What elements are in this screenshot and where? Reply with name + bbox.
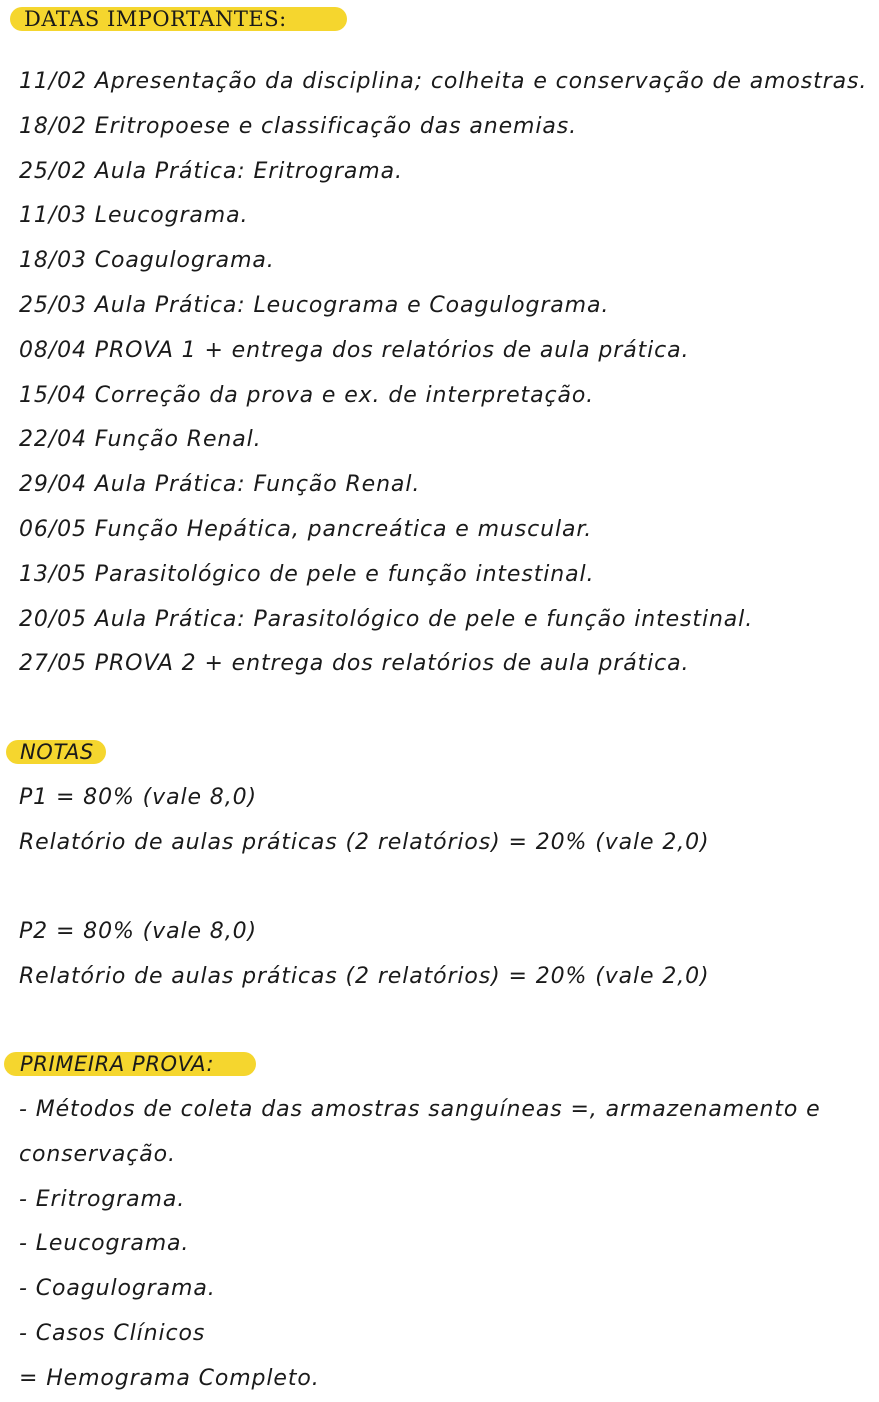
exam-topic: = Hemograma Completo.	[19, 1365, 320, 1391]
notas-heading: NOTAS	[6, 740, 106, 764]
date-item: 25/03 Aula Prática: Leucograma e Coagulograma.	[19, 292, 610, 318]
date-item: 11/02 Apresentação da disciplina; colheita e conservação de amostras.	[19, 69, 868, 94]
exam-topics-list	[19, 1088, 821, 1402]
date-item: 08/04 PROVA 1 + entrega dos relatórios de aula prática.	[19, 337, 690, 363]
grades-block-p2	[19, 910, 710, 1000]
exam-topic: - Métodos de coleta das amostras sanguíneas =, armazenamento e	[19, 1097, 821, 1122]
primeira-prova-heading: PRIMEIRA PROVA:	[4, 1052, 256, 1076]
grade-line: Relatório de aulas práticas (2 relatórios) = 20% (vale 2,0)	[19, 829, 710, 855]
date-item: 27/05 PROVA 2 + entrega dos relatórios de aula prática.	[19, 651, 690, 677]
exam-topic: conservação.	[19, 1141, 176, 1167]
date-item: 13/05 Parasitológico de pele e função intestinal.	[19, 561, 595, 587]
exam-topic: - Casos Clínicos	[19, 1320, 206, 1346]
exam-topic: - Eritrograma.	[19, 1186, 186, 1212]
grades-block-p1	[19, 776, 710, 866]
date-item: 06/05 Função Hepática, pancreática e muscular.	[19, 516, 593, 542]
grade-line: P1 = 80% (vale 8,0)	[19, 785, 257, 810]
exam-topic: - Leucograma.	[19, 1231, 190, 1257]
date-item: 18/02 Eritropoese e classificação das anemias.	[19, 113, 577, 139]
date-item: 11/03 Leucograma.	[19, 203, 249, 229]
exam-topic: - Coagulograma.	[19, 1276, 216, 1302]
date-item: 15/04 Correção da prova e ex. de interpretação.	[19, 382, 595, 408]
dates-list	[19, 60, 867, 687]
grade-line: Relatório de aulas práticas (2 relatórios) = 20% (vale 2,0)	[19, 963, 710, 989]
date-item: 25/02 Aula Prática: Eritrograma.	[19, 158, 403, 184]
date-item: 22/04 Função Renal.	[19, 427, 262, 453]
date-item: 29/04 Aula Prática: Função Renal.	[19, 472, 421, 498]
grade-line: P2 = 80% (vale 8,0)	[19, 919, 257, 944]
datas-importantes-heading: DATAS IMPORTANTES:	[10, 7, 347, 31]
date-item: 18/03 Coagulograma.	[19, 248, 275, 274]
date-item: 20/05 Aula Prática: Parasitológico de pele e função intestinal.	[19, 606, 754, 632]
